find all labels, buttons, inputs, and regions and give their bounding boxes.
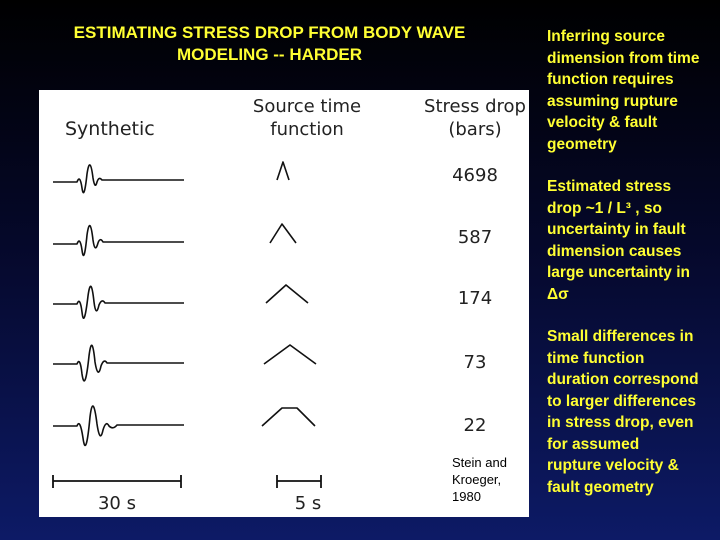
synthetic-traces bbox=[53, 165, 184, 446]
note-line: fault geometry bbox=[547, 478, 654, 496]
header-synthetic: Synthetic bbox=[65, 118, 155, 140]
credit-line-3: 1980 bbox=[452, 489, 481, 504]
synthetic-trace-5 bbox=[53, 406, 184, 445]
note-line: dimension from time bbox=[547, 49, 700, 67]
header-stress-drop-line-2: (bars) bbox=[448, 119, 502, 140]
notes-panel bbox=[547, 26, 717, 519]
note-line: assuming rupture bbox=[547, 92, 678, 110]
note-line: Inferring source bbox=[547, 28, 665, 45]
header-stress-drop-line-1: Stress drop bbox=[424, 96, 526, 117]
note-line: time function bbox=[547, 349, 645, 367]
note-line: velocity & fault bbox=[547, 114, 658, 131]
note-line: for assumed bbox=[547, 435, 640, 453]
note-line: drop ~1 / L³ , so bbox=[547, 199, 662, 217]
figure-canvas bbox=[39, 90, 529, 517]
note-source-dimension bbox=[547, 26, 717, 155]
slide-title bbox=[22, 22, 517, 66]
synthetic-scale-bar bbox=[53, 475, 181, 488]
note-stress-uncertainty bbox=[547, 176, 717, 305]
note-line: large uncertainty in bbox=[547, 264, 690, 281]
note-line: Δσ bbox=[547, 285, 569, 303]
synthetic-trace-2 bbox=[53, 226, 184, 256]
note-line: Small differences in bbox=[547, 328, 694, 345]
credit-line-1: Stein and bbox=[452, 455, 507, 470]
synthetic-trace-3 bbox=[53, 286, 184, 318]
note-time-function bbox=[547, 326, 717, 498]
note-line: rupture velocity & bbox=[547, 457, 679, 474]
source-function-1 bbox=[277, 162, 289, 180]
note-line: function requires bbox=[547, 71, 674, 88]
note-line: Estimated stress bbox=[547, 178, 672, 195]
stress-drop-figure bbox=[39, 90, 529, 517]
stress-drop-value: 22 bbox=[463, 415, 487, 436]
header-source-time-line-1: Source time bbox=[252, 96, 362, 117]
source-scale-bar bbox=[277, 475, 321, 488]
source-function-4 bbox=[264, 345, 316, 364]
synthetic-trace-1 bbox=[53, 165, 184, 193]
header-source-time-line-2: function bbox=[270, 119, 344, 140]
source-function-2 bbox=[270, 224, 296, 243]
note-line: geometry bbox=[547, 135, 617, 153]
source-function-3 bbox=[266, 285, 308, 303]
synthetic-trace-4 bbox=[53, 345, 184, 381]
stress-drop-value: 73 bbox=[463, 352, 487, 373]
slide-title-line-1: ESTIMATING STRESS DROP FROM BODY WAVE bbox=[73, 23, 466, 42]
note-line: uncertainty in fault bbox=[547, 221, 686, 238]
credit-line-2: Kroeger, bbox=[452, 472, 502, 487]
slide-title-line-2: MODELING -- HARDER bbox=[176, 45, 363, 64]
stress-drop-value: 174 bbox=[457, 288, 493, 309]
stress-drop-value: 587 bbox=[457, 227, 493, 248]
synthetic-scale-label: 30 s bbox=[97, 493, 137, 514]
source-function-5 bbox=[262, 408, 315, 426]
source-time-functions bbox=[262, 162, 316, 426]
stress-drop-value: 4698 bbox=[452, 165, 498, 186]
note-line: to larger differences bbox=[547, 392, 697, 410]
source-scale-label: 5 s bbox=[294, 493, 322, 514]
figure-credit bbox=[452, 454, 532, 505]
note-line: duration correspond bbox=[547, 371, 699, 388]
note-line: in stress drop, even bbox=[547, 414, 694, 431]
note-line: dimension causes bbox=[547, 242, 682, 260]
